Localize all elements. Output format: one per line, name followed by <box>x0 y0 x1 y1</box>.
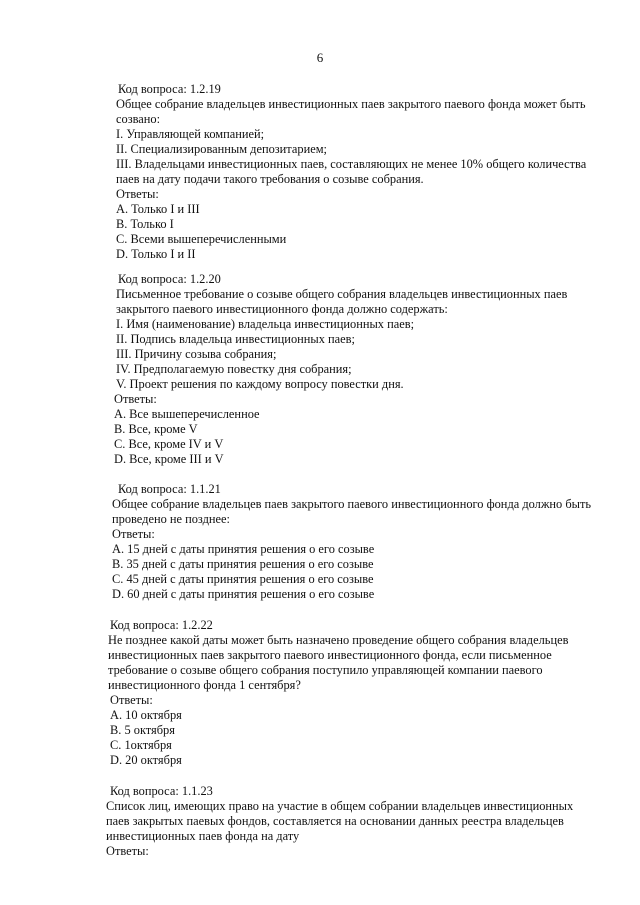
question-code: Код вопроса: 1.2.20 <box>118 272 221 286</box>
question-item: паев на дату подачи такого требования о созыве собрания. <box>116 172 424 186</box>
answer-option: A. Только I и III <box>116 202 200 216</box>
answer-option: D. 20 октября <box>110 753 182 767</box>
question-item: I. Управляющей компанией; <box>116 127 265 141</box>
question-code: Код вопроса: 1.2.19 <box>118 82 221 96</box>
answer-option: C. 1октября <box>110 738 172 752</box>
question-text-line: созвано: <box>116 112 161 126</box>
page-number: 6 <box>316 50 324 65</box>
question-code: Код вопроса: 1.2.22 <box>110 618 213 632</box>
answers-label: Ответы: <box>110 693 153 707</box>
question-text-line: Не позднее какой даты может быть назначено проведение общего собрания владельцев <box>108 633 569 647</box>
question-item: II. Специализированным депозитарием; <box>116 142 327 156</box>
answer-option: C. 45 дней с даты принятия решения о его созыве <box>112 572 374 586</box>
answer-option: A. 10 октября <box>110 708 182 722</box>
question-text-line: паев закрытых паевых фондов, составляется на основании данных реестра владельцев <box>106 814 564 828</box>
answer-option: B. 5 октября <box>110 723 175 737</box>
answer-option: C. Всеми вышеперечисленными <box>116 232 287 246</box>
answer-option: C. Все, кроме IV и V <box>114 437 224 451</box>
question-item: V. Проект решения по каждому вопросу повестки дня. <box>116 377 404 391</box>
question-item: II. Подпись владельца инвестиционных паев; <box>116 332 355 346</box>
answer-option: B. 35 дней с даты принятия решения о его созыве <box>112 557 374 571</box>
question-text-line: Список лиц, имеющих право на участие в общем собрании владельцев инвестиционных <box>106 799 574 813</box>
answers-label: Ответы: <box>114 392 157 406</box>
question-item: IV. Предполагаемую повестку дня собрания; <box>116 362 352 376</box>
question-item: III. Владельцами инвестиционных паев, составляющих не менее 10% общего количества <box>116 157 587 171</box>
answers-label: Ответы: <box>106 844 149 858</box>
question-item: III. Причину созыва собрания; <box>116 347 277 361</box>
answer-option: B. Все, кроме V <box>114 422 198 436</box>
question-text-line: проведено не позднее: <box>112 512 230 526</box>
question-text-line: инвестиционных паев закрытого паевого инвестиционного фонда, если письменное <box>108 648 552 662</box>
question-text-line: Общее собрание владельцев паев закрытого паевого инвестиционного фонда должно быть <box>112 497 592 511</box>
answers-label: Ответы: <box>112 527 155 541</box>
question-item: I. Имя (наименование) владельца инвестиционных паев; <box>116 317 415 331</box>
question-text-line: инвестиционных паев фонда на дату <box>106 829 300 843</box>
question-text-line: Письменное требование о созыве общего собрания владельцев инвестиционных паев <box>116 287 568 301</box>
question-text-line: требование о созыве общего собрания поступило управляющей компании паевого <box>108 663 543 677</box>
question-text-line: Общее собрание владельцев инвестиционных паев закрытого паевого фонда может быть <box>116 97 586 111</box>
answer-option: B. Только I <box>116 217 174 231</box>
question-code: Код вопроса: 1.1.23 <box>110 784 213 798</box>
answer-option: A. Все вышеперечисленное <box>114 407 260 421</box>
answer-option: D. Все, кроме III и V <box>114 452 224 466</box>
question-text-line: закрытого паевого инвестиционного фонда должно содержать: <box>116 302 448 316</box>
answer-option: A. 15 дней с даты принятия решения о его созыве <box>112 542 375 556</box>
question-code: Код вопроса: 1.1.21 <box>118 482 221 496</box>
answers-label: Ответы: <box>116 187 159 201</box>
answer-option: D. 60 дней с даты принятия решения о его созыве <box>112 587 375 601</box>
answer-option: D. Только I и II <box>116 247 196 261</box>
question-text-line: инвестиционного фонда 1 сентября? <box>108 678 301 692</box>
